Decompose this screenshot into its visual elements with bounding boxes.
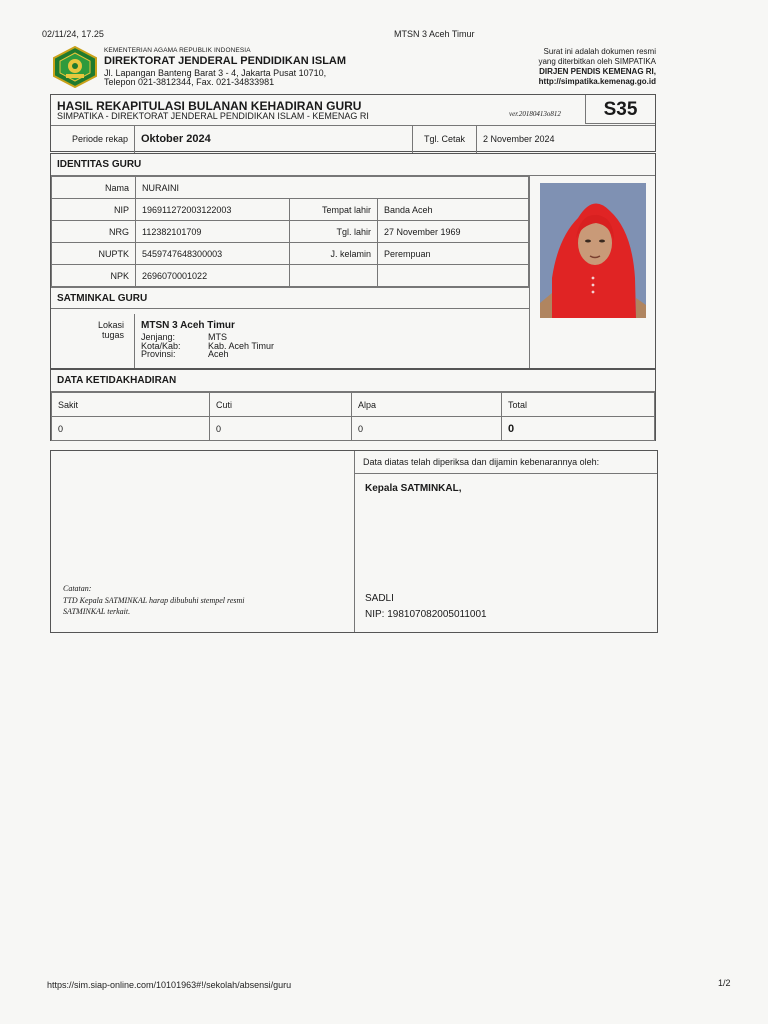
absence-header-sick: Sakit (52, 393, 210, 417)
satminkal-section-title: SATMINKAL GURU (51, 287, 529, 309)
nip-value: 196911272003122003 (136, 199, 290, 221)
absence-value-sick: 0 (52, 417, 210, 441)
directorate-address: Jl. Lapangan Banteng Barat 3 - 4, Jakarta Pusat 10710, (104, 68, 327, 78)
satminkal-row (51, 314, 529, 368)
identity-section-title: IDENTITAS GURU (51, 154, 655, 176)
absence-value-total: 0 (502, 417, 655, 441)
npk-value: 2696070001022 (136, 265, 290, 287)
school-details (141, 333, 274, 359)
print-date-label: Tgl. Cetak (413, 126, 477, 153)
absence-header-alpha: Alpa (352, 393, 502, 417)
verification-block (50, 450, 658, 633)
period-row (51, 125, 655, 153)
school-name: MTSN 3 Aceh Timur (141, 320, 235, 331)
absence-section-title: DATA KETIDAKHADIRAN (51, 370, 655, 392)
period-label: Periode rekap (51, 126, 135, 153)
absence-block (50, 369, 656, 441)
report-title: HASIL REKAPITULASI BULANAN KEHADIRAN GURU (57, 99, 362, 113)
official-note-line: yang diterbitkan oleh SIMPATIKA (538, 57, 656, 66)
period-value: Oktober 2024 (135, 126, 413, 153)
birthdate-label: Tgl. lahir (290, 221, 378, 243)
note-line: TTD Kepala SATMINKAL harap dibubuhi stempel resmi (63, 595, 245, 605)
directorate-name: DIREKTORAT JENDERAL PENDIDIKAN ISLAM (104, 55, 347, 67)
print-page-number: 1/2 (718, 978, 731, 988)
birthplace-label: Tempat lahir (290, 199, 378, 221)
print-page-title: MTSN 3 Aceh Timur (394, 29, 475, 39)
absence-header-total: Total (502, 393, 655, 417)
kemenag-emblem-icon (52, 46, 98, 88)
location-label (51, 314, 135, 368)
absence-value-alpha: 0 (352, 417, 502, 441)
nuptk-label: NUPTK (52, 243, 136, 265)
official-note-url: http://simpatika.kemenag.go.id (538, 77, 656, 86)
nuptk-value: 5459747648300003 (136, 243, 290, 265)
teacher-photo (540, 183, 646, 318)
nip-label: NIP (52, 199, 136, 221)
city-label: Kota/Kab: (141, 340, 181, 351)
verification-statement: Data diatas telah diperiksa dan dijamin kebenarannya oleh: (355, 451, 657, 474)
birthdate-value: 27 November 1969 (378, 221, 529, 243)
ministry-name: KEMENTERIAN AGAMA REPUBLIK INDONESIA (104, 47, 251, 54)
identity-table (51, 176, 529, 287)
report-version: ver.20180413o812 (509, 110, 561, 118)
nrg-label: NRG (52, 221, 136, 243)
birthplace-value: Banda Aceh (378, 199, 529, 221)
note-line: SATMINKAL terkait. (63, 607, 131, 616)
print-date-value: 2 November 2024 (483, 134, 555, 144)
nrg-value: 112382101709 (136, 221, 290, 243)
absence-header-leave: Cuti (210, 393, 352, 417)
location-label-line: tugas (101, 330, 124, 340)
directorate-phone: Telepon 021-3812344, Fax. 021-34833981 (104, 77, 275, 87)
level-value: MTS (208, 332, 227, 342)
signature-note (63, 583, 245, 618)
name-value: NURAINI (136, 177, 529, 199)
note-title: Catatan: (63, 584, 92, 593)
absence-value-leave: 0 (210, 417, 352, 441)
level-label: Jenjang: (141, 332, 176, 342)
verifier-role: Kepala SATMINKAL, (365, 483, 462, 494)
province-value: Aceh (208, 349, 229, 359)
verifier-name: SADLI (365, 593, 394, 604)
gender-label: J. kelamin (290, 243, 378, 265)
report-title-box (50, 94, 656, 152)
city-value: Kab. Aceh Timur (208, 340, 275, 351)
official-note-line: Surat ini adalah dokumen resmi (543, 47, 656, 56)
official-note-line: DIRJEN PENDIS KEMENAG RI, (539, 67, 656, 76)
npk-label: NPK (52, 265, 136, 287)
absence-table (51, 392, 655, 441)
name-label: Nama (52, 177, 136, 199)
province-label: Provinsi: (141, 349, 176, 359)
gender-value: Perempuan (378, 243, 529, 265)
report-code: S35 (585, 95, 655, 124)
print-url: https://sim.siap-online.com/10101963#!/sekolah/absensi/guru (47, 980, 292, 990)
report-subtitle: SIMPATIKA - DIREKTORAT JENDERAL PENDIDIKAN ISLAM - KEMENAG RI (57, 111, 369, 121)
print-datetime: 02/11/24, 17.25 (42, 29, 104, 39)
location-label-line: Lokasi (97, 320, 124, 330)
official-note (538, 47, 656, 87)
verifier-nip: NIP: 198107082005011001 (365, 609, 487, 620)
